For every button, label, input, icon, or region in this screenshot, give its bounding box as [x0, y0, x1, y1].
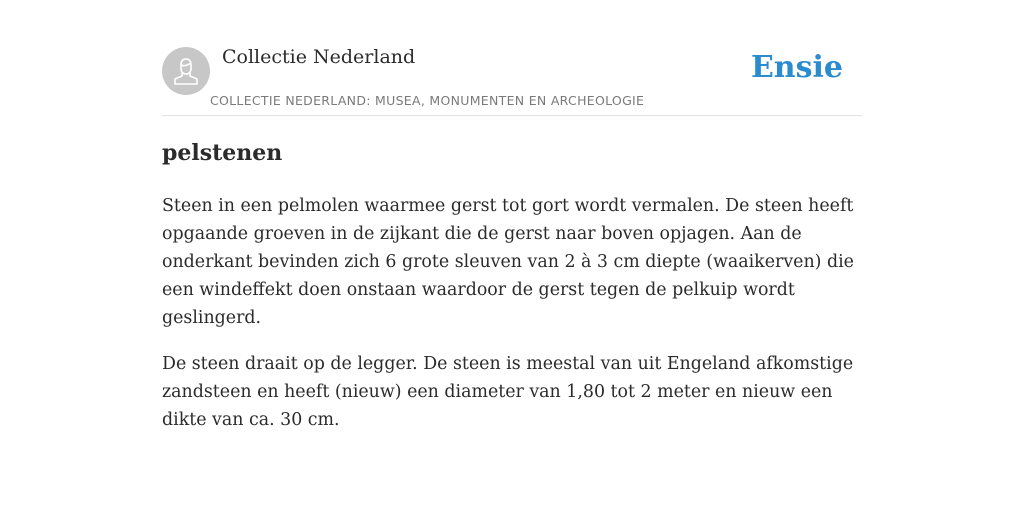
- avatar[interactable]: [162, 47, 210, 95]
- entry-paragraph-2: De steen draait op de legger. De steen is meestal van uit Engeland afkomstige zandsteen en heeft (nieuw) een diameter van 1,80 tot 2 meter en nieuw een dikte van ca. 30 cm.: [162, 354, 854, 430]
- page-container: [162, 0, 862, 430]
- user-icon: [172, 56, 200, 86]
- entry-paragraph-1: Steen in een pelmolen waarmee gerst tot gort wordt vermalen. De steen heeft opgaande groeven in de zijkant die de gerst naar boven opjagen. Aan de onderkant bevinden zich 6 grote sleuven van 2 à 3 cm diepte (waaikerven) die een windeffekt doen onstaan waardoor de gerst tegen de pelkuip wordt geslingerd.: [162, 196, 854, 328]
- author-name[interactable]: Collectie Nederland: [222, 46, 416, 68]
- entry-title: pelstenen: [162, 140, 283, 166]
- entry-body: [162, 192, 862, 434]
- entry-header: [162, 0, 862, 116]
- source-subtitle[interactable]: COLLECTIE NEDERLAND: MUSEA, MONUMENTEN EN ARCHEOLOGIE: [210, 93, 645, 108]
- ensie-logo[interactable]: Ensie: [750, 50, 843, 85]
